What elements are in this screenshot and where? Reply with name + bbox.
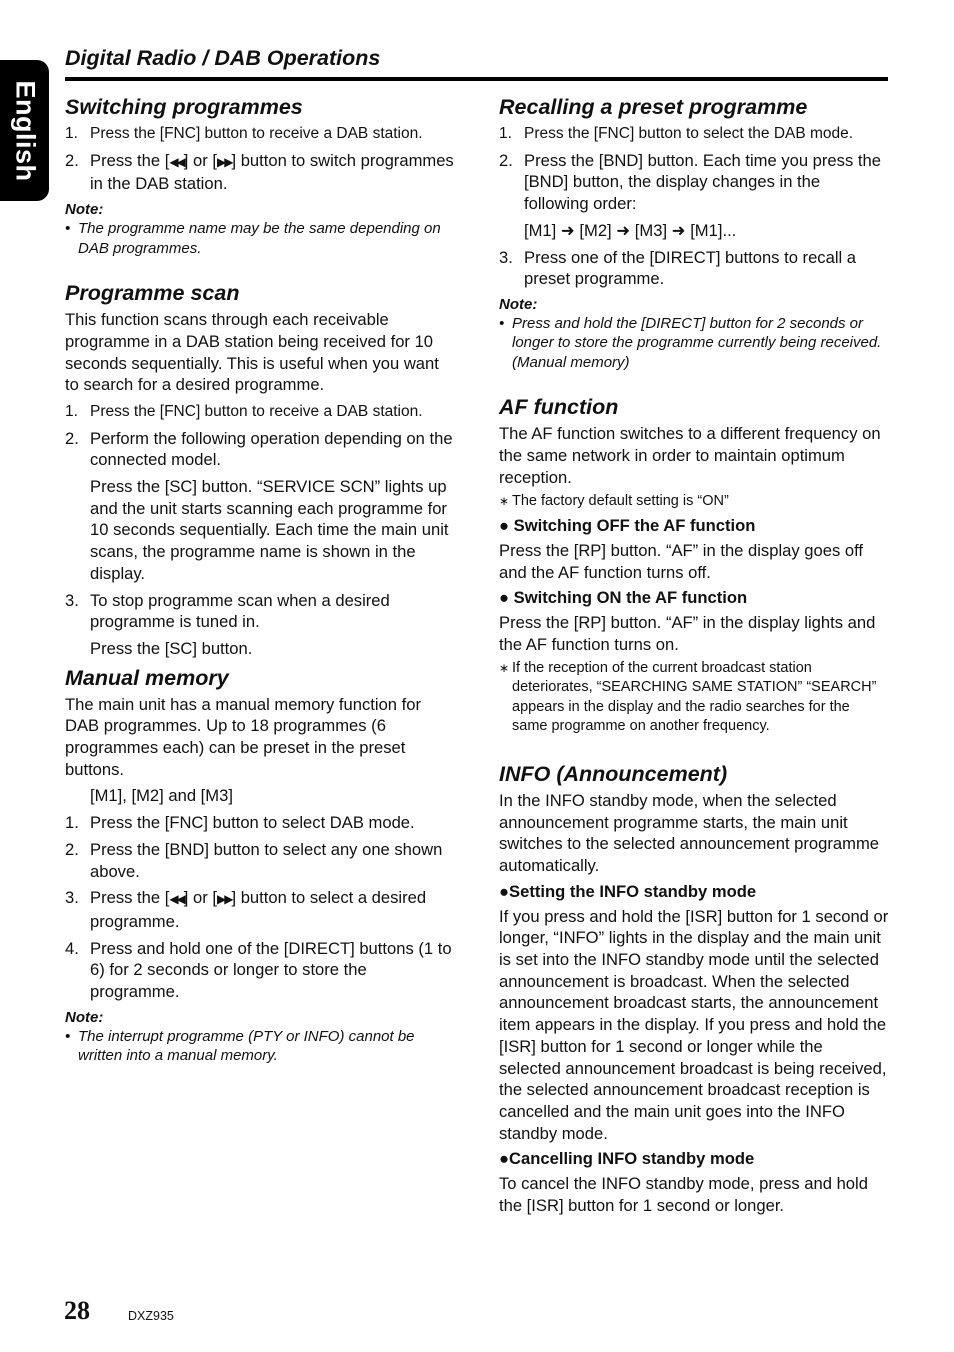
header-rule [65, 77, 888, 81]
af-on-text: Press the [RP] button. “AF” in the display lights and the AF function turns on. [499, 613, 876, 655]
info-cancel-title: ●Cancelling INFO standby mode [499, 1149, 755, 1169]
page-number: 28 [64, 1296, 90, 1325]
page-section-title: Digital Radio / DAB Operations [65, 46, 381, 70]
note-label: Note: [499, 295, 538, 313]
scan-steps [65, 401, 455, 471]
info-set-text: If you press and hold the [ISR] button for 1 second or longer, “INFO” lights in the display and the main unit is set into the INFO standby mode until the selected announcement is broadcast. When the selected announcement broadcast starts, the announcement item appears in the display. If you press and hold the [ISR] button for 1 second or longer while the selected announcement broadcast is being received, the selected announcement broadcast reception is cancelled and the main unit goes into the INFO standby mode. [499, 906, 889, 1143]
note-label: Note: [65, 201, 104, 219]
af-off-title: ● Switching OFF the AF function [499, 516, 756, 536]
list-item: 1. Press the [FNC] button to select DAB mode. [65, 813, 415, 833]
recall-order: [M1] ➜ [M2] ➜ [M3] ➜ [M1]... [524, 220, 737, 240]
note-text: • Press and hold the [DIRECT] button for 2 seconds or longer to store the programme currently being received. (Manual memory) [499, 314, 882, 371]
manual-banks: [M1], [M2] and [M3] [90, 786, 233, 806]
list-item: 2. Press the [BND] button. Each time you press the [BND] button, the display changes in the following order: [499, 150, 881, 214]
list-item: 3. Press one of the [DIRECT] buttons to recall a preset programme. [499, 247, 857, 289]
scan-step3-detail: Press the [SC] button. [90, 638, 253, 658]
language-tab-label: English [10, 79, 40, 182]
left-column [65, 94, 455, 1066]
list-item: 2. Press the [◀◀] or [▶▶] button to switch programmes in the DAB station. [65, 150, 454, 194]
right-column [499, 94, 889, 1217]
note-text: • The interrupt programme (PTY or INFO) cannot be written into a manual memory. [65, 1027, 415, 1065]
next-icon: ▶▶ [217, 154, 232, 169]
info-intro: In the INFO standby mode, when the selected announcement programme starts, the main unit switches to the selected announcement programme automatically. [499, 790, 880, 875]
switching-heading: Switching programmes [65, 95, 303, 119]
list-item: 3. Press the [◀◀] or [▶▶] button to select a desired programme. [65, 888, 427, 931]
previous-icon: ◀◀ [169, 154, 184, 169]
manual-heading: Manual memory [65, 665, 229, 690]
recall-steps [499, 123, 889, 215]
list-item: 1. Press the [FNC] button to receive a DAB station. [65, 125, 423, 142]
info-heading: INFO (Announcement) [499, 761, 728, 786]
list-item: 2. Perform the following operation depending on the connected model. [65, 428, 453, 470]
next-icon: ▶▶ [217, 892, 232, 907]
previous-icon: ◀◀ [169, 892, 184, 907]
af-off-text: Press the [RP] button. “AF” in the display goes off and the AF function turns off. [499, 541, 864, 582]
af-on-title: ● Switching ON the AF function [499, 588, 748, 608]
scan-heading: Programme scan [65, 281, 240, 306]
recall-heading: Recalling a preset programme [499, 95, 808, 119]
manual-steps [65, 812, 455, 1003]
list-item: 4. Press and hold one of the [DIRECT] buttons (1 to 6) for 2 seconds or longer to store the programme. [65, 938, 452, 1002]
info-set-title: ●Setting the INFO standby mode [499, 881, 757, 901]
recall-steps-cont [499, 247, 889, 290]
af-heading: AF function [499, 395, 619, 420]
list-item: 1. Press the [FNC] button to receive a DAB station. [65, 402, 423, 420]
af-default: ∗ The factory default setting is “ON” [499, 492, 729, 509]
scan-step2-detail: Press the [SC] button. “SERVICE SCN” lights up and the unit starts scanning each programme for 10 seconds sequentially. Each time the main unit scans, the programme name is shown in the display. [90, 477, 449, 583]
scan-steps-cont [65, 590, 455, 633]
switching-steps [65, 123, 455, 195]
info-cancel-text: To cancel the INFO standby mode, press and hold the [ISR] button for 1 second or longer. [499, 1174, 868, 1216]
language-tab [0, 60, 49, 201]
af-deteriorate: ∗ If the reception of the current broadcast station deteriorates, “SEARCHING SAME STATION” “SEARCH” appears in the display and the radio searches for the same programme on another frequency. [499, 659, 877, 735]
list-item: 2. Press the [BND] button to select any one shown above. [65, 839, 443, 881]
list-item: 3. To stop programme scan when a desired programme is tuned in. [65, 590, 390, 632]
af-intro: The AF function switches to a different frequency on the same network in order to maintain optimum reception. [499, 424, 881, 487]
note-text: • The programme name may be the same depending on DAB programmes. [65, 220, 441, 257]
model-number: DXZ935 [128, 1309, 174, 1323]
scan-intro: This function scans through each receivable programme in a DAB station being received for 10 seconds sequentially. This is useful when you want to search for a desired programme. [65, 310, 439, 395]
note-label: Note: [65, 1008, 104, 1026]
manual-intro: The main unit has a manual memory function for DAB programmes. Up to 18 programmes (6 programmes each) can be preset in the preset buttons. [65, 694, 422, 779]
list-item: 1. Press the [FNC] button to select the DAB mode. [499, 125, 854, 142]
